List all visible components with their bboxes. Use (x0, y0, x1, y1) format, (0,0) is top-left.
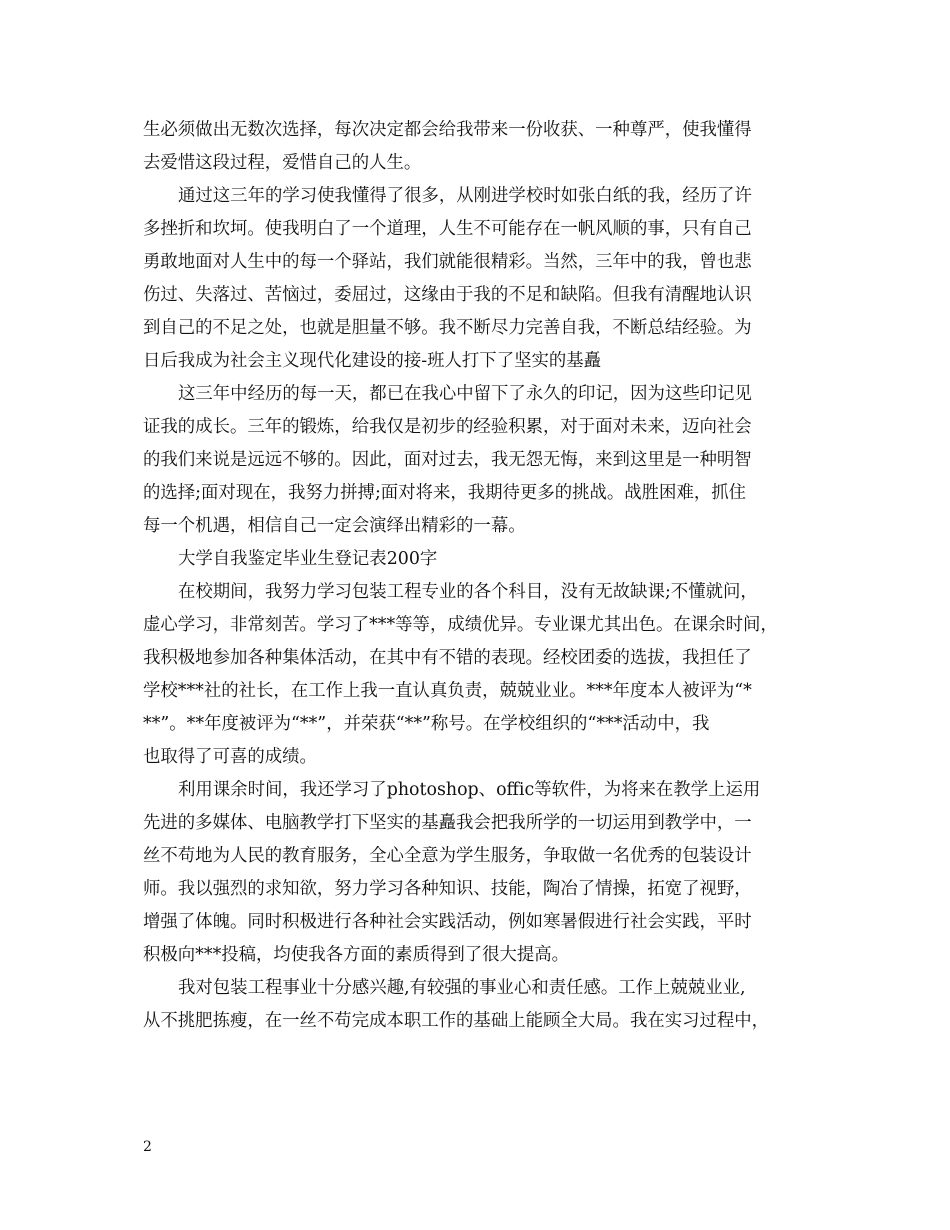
text-line: 生必须做出无数次选择，每次决定都会给我带来一份收获、一种尊严，使我懂得 (143, 120, 752, 140)
text-line: 每一个机遇，相信自己一定会演绎出精彩的一幕。 (143, 516, 526, 536)
text-line: 先进的多媒体、电脑教学打下坚实的基矗我会把我所学的一切运用到教学中，一 (143, 813, 752, 833)
document-body (143, 114, 823, 1038)
text-line: 从不挑肥拣瘦，在一丝不苟完成本职工作的基础上能顾全大局。我在实习过程中， (143, 1011, 770, 1031)
text-line: 也取得了可喜的成绩。 (143, 747, 317, 767)
text-line: 伤过、失落过、苦恼过，委屈过，这缘由于我的不足和缺陷。但我有清醒地认识 (143, 285, 752, 305)
text-line: 虚心学习，非常刻苦。学习了***等等，成绩优异。专业课尤其出色。在课余时间， (143, 615, 778, 635)
paragraph-first-line: 这三年中经历的每一天，都已在我心中留下了永久的印记，因为这些印记见 (178, 384, 752, 404)
text-line: 勇敢地面对人生中的每一个驿站，我们就能很精彩。当然，三年中的我，曾也悲 (143, 252, 752, 272)
text-line: 积极向***投稿，均使我各方面的素质得到了很大提高。 (143, 945, 570, 965)
text-line: 的选择;面对现在，我努力拼搏;面对将来，我期待更多的挑战。战胜困难，抓住 (143, 483, 747, 503)
text-line: 我积极地参加各种集体活动，在其中有不错的表现。经校团委的选拔，我担任了 (143, 648, 752, 668)
text-line: 的我们来说是远远不够的。因此，面对过去，我无怨无悔，来到这里是一种明智 (143, 450, 752, 470)
text-line: 师。我以强烈的求知欲，努力学习各种知识、技能，陶冶了情操，拓宽了视野， (143, 879, 752, 899)
paragraph-first-line: 在校期间，我努力学习包装工程专业的各个科目，没有无故缺课;不懂就问， (178, 582, 758, 602)
paragraph-first-line: 通过这三年的学习使我懂得了很多，从刚进学校时如张白纸的我，经历了许 (178, 186, 752, 206)
text-line: 多挫折和坎坷。使我明白了一个道理，人生不可能存在一帆风顺的事，只有自己 (143, 219, 752, 239)
paragraph-first-line: 大学自我鉴定毕业生登记表200字 (178, 549, 438, 569)
text-line: **”。**年度被评为“**”，并荣获“**”称号。在学校组织的“***活动中，我 (143, 714, 710, 734)
page-number: 2 (143, 1139, 152, 1155)
text-line: 去爱惜这段过程，爱惜自己的人生。 (143, 153, 422, 173)
text-line: 丝不苟地为人民的教育服务，全心全意为学生服务，争取做一名优秀的包装设计 (143, 846, 752, 866)
paragraph-first-line: 利用课余时间，我还学习了photoshop、offic等软件，为将来在教学上运用 (178, 780, 761, 800)
text-line: 增强了体魄。同时积极进行各种社会实践活动，例如寒暑假进行社会实践，平时 (143, 912, 752, 932)
text-line: 学校***社的社长，在工作上我一直认真负责，兢兢业业。***年度本人被评为“* (143, 681, 752, 701)
text-line: 证我的成长。三年的锻炼，给我仅是初步的经验积累，对于面对未来，迈向社会 (143, 417, 752, 437)
text-line: 到自己的不足之处，也就是胆量不够。我不断尽力完善自我，不断总结经验。为 (143, 318, 752, 338)
paragraph-first-line: 我对包装工程事业十分感兴趣,有较强的事业心和责任感。工作上兢兢业业, (178, 978, 746, 998)
text-line: 日后我成为社会主义现代化建设的接-班人打下了坚实的基矗 (143, 351, 602, 371)
